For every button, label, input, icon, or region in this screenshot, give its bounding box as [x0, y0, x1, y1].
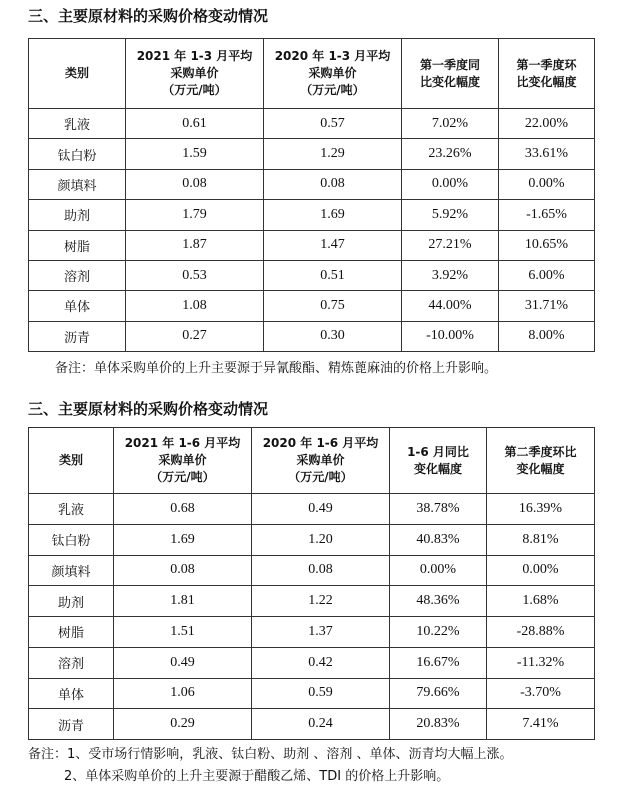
section2-title: 三、主要原材料的采购价格变动情况 [28, 400, 269, 418]
section1-title: 三、主要原材料的采购价格变动情况 [28, 7, 269, 25]
value-cell: 0.08 [126, 169, 264, 199]
category-cell: 溶剂 [29, 260, 126, 290]
value-cell: 1.29 [264, 139, 402, 169]
table-row [29, 291, 595, 321]
value-cell: 0.00% [499, 169, 595, 199]
value-cell: 1.69 [114, 524, 252, 555]
value-cell: 1.68% [487, 586, 595, 617]
value-cell: 1.79 [126, 200, 264, 230]
value-cell: 1.69 [264, 200, 402, 230]
column-header [402, 39, 499, 109]
value-cell: 0.29 [114, 709, 252, 740]
table-row [29, 555, 595, 586]
table-row [29, 709, 595, 740]
value-cell: 1.87 [126, 230, 264, 260]
table-row [29, 494, 595, 525]
value-cell: 8.00% [499, 321, 595, 351]
value-cell: 0.49 [114, 647, 252, 678]
value-cell: 27.21% [402, 230, 499, 260]
table-row [29, 647, 595, 678]
value-cell: 0.08 [252, 555, 390, 586]
value-cell: 0.30 [264, 321, 402, 351]
column-header-line: 第二季度环比 [504, 444, 577, 459]
value-cell: 0.53 [126, 260, 264, 290]
value-cell: 0.08 [114, 555, 252, 586]
column-header-line: 采购单价 [158, 453, 207, 467]
column-header-line: 类别 [58, 453, 83, 467]
value-cell: 0.08 [264, 169, 402, 199]
column-header-line: 类别 [64, 66, 89, 80]
value-cell: 10.65% [499, 230, 595, 260]
column-header-line: 2020 年 1-3 月平均 [274, 49, 391, 63]
value-cell: 1.22 [252, 586, 390, 617]
value-cell: 31.71% [499, 291, 595, 321]
value-cell: 0.00% [402, 169, 499, 199]
column-header-line: 第一季度环 [516, 57, 577, 72]
column-header [252, 428, 390, 494]
category-cell: 颜填料 [29, 555, 114, 586]
section1-note: 备注：单体采购单价的上升主要源于异氰酸酯、精炼蓖麻油的价格上升影响。 [55, 361, 498, 376]
value-cell: 10.22% [390, 617, 487, 648]
column-header-line: 变化幅度 [413, 461, 462, 476]
column-header [264, 39, 402, 109]
value-cell: 22.00% [499, 109, 595, 139]
category-cell: 树脂 [29, 230, 126, 260]
value-cell: 0.00% [390, 555, 487, 586]
value-cell: 0.68 [114, 494, 252, 525]
table-row [29, 617, 595, 648]
category-cell: 沥青 [29, 709, 114, 740]
category-cell: 助剂 [29, 586, 114, 617]
column-header-line: 第一季度同 [419, 57, 480, 72]
table-row [29, 230, 595, 260]
column-header-line: 2021 年 1-3 月平均 [136, 49, 253, 63]
value-cell: 0.27 [126, 321, 264, 351]
table-row [29, 139, 595, 169]
category-cell: 沥青 [29, 321, 126, 351]
value-cell: 0.51 [264, 260, 402, 290]
value-cell: 6.00% [499, 260, 595, 290]
table-row [29, 109, 595, 139]
section2-note-line-2: 2、单体采购单价的上升主要源于醋酸乙烯、TDI 的价格上升影响。 [64, 769, 450, 784]
value-cell: -10.00% [402, 321, 499, 351]
value-cell: 16.67% [390, 647, 487, 678]
column-header [126, 39, 264, 109]
table-row [29, 586, 595, 617]
value-cell: 7.02% [402, 109, 499, 139]
table-row [29, 260, 595, 290]
table-header-row [29, 39, 595, 109]
column-header-line: 采购单价 [170, 66, 219, 80]
value-cell: 0.49 [252, 494, 390, 525]
value-cell: -11.32% [487, 647, 595, 678]
column-header-line: 比变化幅度 [516, 74, 577, 89]
column-header [29, 428, 114, 494]
value-cell: 5.92% [402, 200, 499, 230]
column-header [487, 428, 595, 494]
price-table-h1 [28, 427, 595, 740]
category-cell: 单体 [29, 291, 126, 321]
column-header [390, 428, 487, 494]
value-cell: 1.51 [114, 617, 252, 648]
value-cell: 23.26% [402, 139, 499, 169]
category-cell: 助剂 [29, 200, 126, 230]
value-cell: 0.75 [264, 291, 402, 321]
column-header [499, 39, 595, 109]
value-cell: 40.83% [390, 524, 487, 555]
value-cell: 38.78% [390, 494, 487, 525]
column-header-line: 2020 年 1-6 月平均 [262, 436, 379, 450]
value-cell: 0.24 [252, 709, 390, 740]
column-header-line: 采购单价 [296, 453, 345, 467]
column-header-line: 比变化幅度 [419, 74, 480, 89]
category-cell: 溶剂 [29, 647, 114, 678]
value-cell: 1.08 [126, 291, 264, 321]
value-cell: 0.00% [487, 555, 595, 586]
section2-note-line-1: 备注：1、受市场行情影响，乳液、钛白粉、助剂 、溶剂 、单体、沥青均大幅上涨。 [28, 747, 513, 762]
value-cell: 1.59 [126, 139, 264, 169]
category-cell: 乳液 [29, 109, 126, 139]
column-header-line: （万元/吨） [300, 83, 365, 97]
value-cell: 7.41% [487, 709, 595, 740]
value-cell: 20.83% [390, 709, 487, 740]
column-header [29, 39, 126, 109]
value-cell: 79.66% [390, 678, 487, 709]
column-header [114, 428, 252, 494]
value-cell: 3.92% [402, 260, 499, 290]
table-row [29, 524, 595, 555]
price-table-q1 [28, 38, 595, 352]
value-cell: 8.81% [487, 524, 595, 555]
value-cell: 0.61 [126, 109, 264, 139]
category-cell: 单体 [29, 678, 114, 709]
value-cell: -3.70% [487, 678, 595, 709]
table-row [29, 321, 595, 351]
value-cell: 1.06 [114, 678, 252, 709]
category-cell: 乳液 [29, 494, 114, 525]
table-header-row [29, 428, 595, 494]
value-cell: 1.37 [252, 617, 390, 648]
value-cell: 33.61% [499, 139, 595, 169]
value-cell: 0.42 [252, 647, 390, 678]
table-row [29, 200, 595, 230]
value-cell: 48.36% [390, 586, 487, 617]
value-cell: 0.57 [264, 109, 402, 139]
column-header-line: （万元/吨） [150, 470, 215, 484]
column-header-line: 采购单价 [308, 66, 357, 80]
table-row [29, 169, 595, 199]
category-cell: 颜填料 [29, 169, 126, 199]
category-cell: 钛白粉 [29, 524, 114, 555]
column-header-line: 变化幅度 [516, 461, 565, 476]
table-row [29, 678, 595, 709]
column-header-line: （万元/吨） [162, 83, 227, 97]
value-cell: -1.65% [499, 200, 595, 230]
column-header-line: 1-6 月同比 [407, 444, 469, 459]
category-cell: 钛白粉 [29, 139, 126, 169]
column-header-line: （万元/吨） [288, 470, 353, 484]
value-cell: 1.81 [114, 586, 252, 617]
value-cell: 16.39% [487, 494, 595, 525]
column-header-line: 2021 年 1-6 月平均 [124, 436, 241, 450]
value-cell: 1.47 [264, 230, 402, 260]
value-cell: 0.59 [252, 678, 390, 709]
value-cell: 1.20 [252, 524, 390, 555]
category-cell: 树脂 [29, 617, 114, 648]
value-cell: 44.00% [402, 291, 499, 321]
value-cell: -28.88% [487, 617, 595, 648]
